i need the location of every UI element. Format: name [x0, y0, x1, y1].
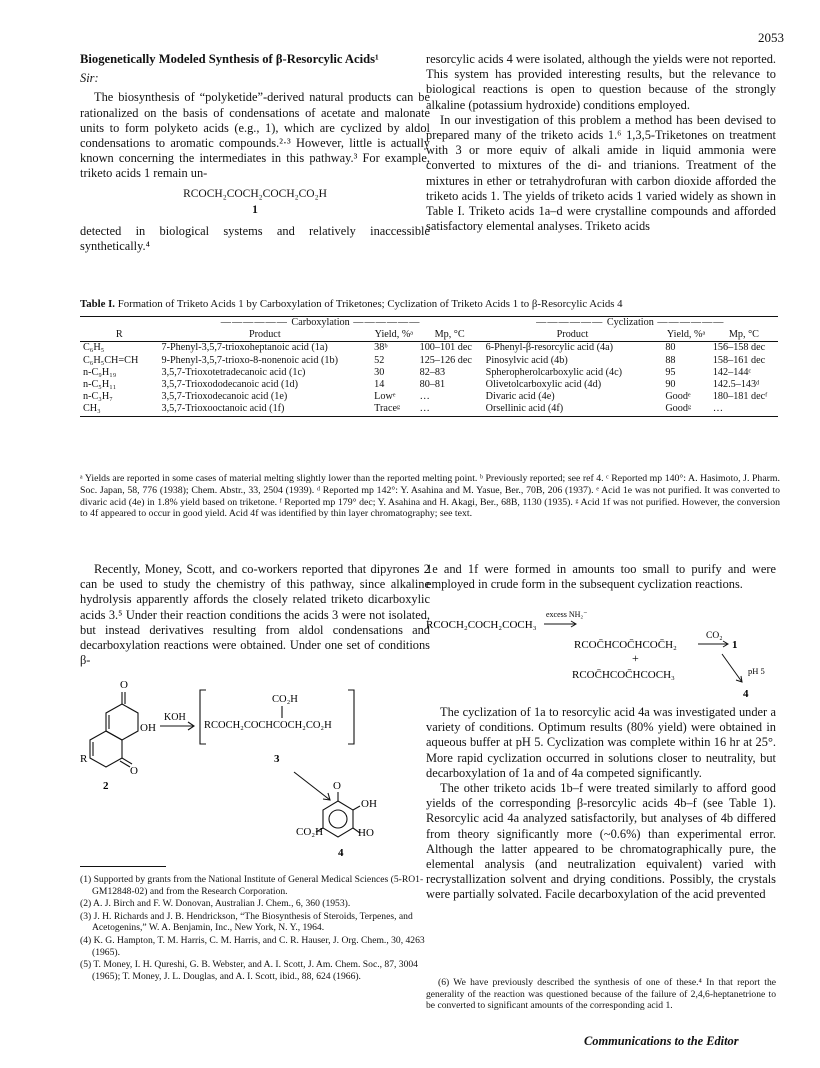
table-row: n-C₅H₁₁ 3,5,7-Trioxododecanoic acid (1d) 14 80–81 Olivetolcarboxylic acid (4d) 90 142.5–143ᵈ	[83, 379, 760, 391]
references	[80, 874, 430, 983]
table-row: n-C₉H₁₉ 3,5,7-Trioxotetradecanoic acid (1c) 30 82–83 Spheropherolcarboxylic acid (4c) 95 142–144ᶜ	[83, 366, 752, 378]
right-column-top	[426, 52, 776, 234]
intro-1e-1f: 1e and 1f were formed in amounts too small to purify and were employed in crude form in the subsequent cyclization reactions.	[426, 562, 776, 592]
table-row: C₆H₅ 7-Phenyl-3,5,7-trioxoheptanoic acid (1a) 38ᵇ 100–101 dec 6-Phenyl-β-resorcylic acid (4a) 80 156–158 dec	[83, 342, 766, 354]
atom-label: O	[333, 780, 341, 792]
compound-label: 4	[338, 847, 344, 859]
table-triketo-acids	[80, 316, 778, 417]
table-row: CH₃ 3,5,7-Trioxooctanoic acid (1f) Traceᵍ … Orsellinic acid (4f) Goodᵍ …	[80, 403, 778, 416]
formula-1: RCOCH₂COCH₂COCH₂CO₂H	[183, 187, 327, 200]
running-footer: Communications to the Editor	[584, 1034, 739, 1048]
col-header-product-2: Product	[556, 329, 589, 341]
ph-label: pH 5	[748, 666, 765, 676]
left-column-bottom	[80, 562, 430, 668]
table-footnote: ᵃ Yields are reported in some cases of material melting slightly lower than the reported melting point. ᵇ Previously reported; see ref 4. ᶜ Reported mp 140°: A. Hasimoto, J. Pharm. Soc. Japan, 58, 776 (1938); Chem. Abstr., 33, 2504 (1939). ᵈ Reported mp 142°: Y. Asahina and M. Yasue, Ber., 70B, 206 (1937). ᵉ Acid 1e was not purified. It was converted to divaric acid (4e) in 1.8% yield based on triketone. ᶠ Reported mp 179° dec; Y. Asahina and H. Akagi, Ber., 68B, 1130 (1935). ᵍ Acid 1f was not purified. However, the conversion to 4f appeared to occur in good yield. Acid 4f was identified by thin layer chromatography; see text.	[80, 473, 780, 520]
atom-label: HO	[358, 827, 374, 839]
reference-item: (3) J. H. Richards and J. B. Hendrickson, “The Biosynthesis of Steroids, Terpenes, and Acetogenins,” W. A. Benjamin, Inc., New York, N. Y., 1964.	[80, 910, 413, 934]
right-paragraph-2: In our investigation of this problem a method has been devised to prepared many of the triketo acids 1.⁶ 1,3,5-Triketones on treatment with 3 or more equiv of alkali amide in liquid ammonia were converted to mixtures of the di- and trianions. Treatment of the mixtures in ether or tetrahydrofuran with carbon dioxide afforded the triketo acids 1. The yields of triketo acids 1 varied widely as shown in Table I. Triketo acids 1a–d were crystalline compounds and afforded satisfactory elemental analyses. Triketo acids	[426, 112, 776, 234]
col-header-yield-2: Yield, %ᵃ	[666, 329, 706, 341]
atom-label: O	[130, 765, 138, 777]
intro-continued: detected in biological systems and relatively inaccessible synthetically.⁴	[80, 224, 430, 254]
salutation: Sir:	[80, 71, 99, 86]
article-title: Biogenetically Modeled Synthesis of β-Resorcylic Acids¹	[80, 52, 379, 66]
reference-item: (2) A. J. Birch and F. W. Donovan, Australian J. Chem., 6, 360 (1953).	[80, 898, 351, 910]
col-header-product: Product	[248, 329, 281, 341]
product-label: 4	[743, 688, 749, 700]
table-caption	[80, 298, 780, 310]
intermediate-formula: RCOCH₂COCHCOCH₂CO₂H	[204, 720, 332, 731]
reagent-label: excess NH₂⁻	[546, 610, 588, 619]
atom-label: OH	[140, 722, 156, 734]
start-triketone: RCOCH₂COCH₂COCH₃	[426, 619, 537, 631]
atom-label: R	[80, 753, 88, 765]
scheme-carboxylation	[426, 606, 776, 702]
trianion: RCOC̄HCOC̄HCOC̄H₂	[574, 639, 677, 651]
col-header-mp-2: Mp, °C	[728, 329, 759, 341]
reference-item: (1) Supported by grants from the National Institute of General Medical Sciences (5-RO1-GM12848-02) and from the Research Corporation.	[80, 874, 424, 897]
atom-label: O	[120, 679, 128, 691]
right-column-bottom	[426, 705, 776, 903]
scheme-dipyrone	[80, 676, 430, 862]
reference-item: (5) T. Money, I. H. Qureshi, G. B. Webster, and A. I. Scott, J. Am. Chem. Soc., 87, 3004 (1965); T. Money, J. L. Douglas, and A. I. Scott, ibid., 88, 624 (1966).	[80, 959, 418, 982]
dianion: RCOC̄HCOC̄HCOCH₃	[572, 669, 675, 681]
table-label: Table I.	[80, 298, 116, 310]
dipyrone-paragraph: Recently, Money, Scott, and co-workers reported that dipyrones 2 can be used to study the chemistry of this pathway, since alkaline hydrolysis apparently affords the closely related triketo dicarboxylic acids 3.⁵ Under their reaction conditions the acids 3 were not isolated, but instead derivatives resulting from aldol condensations and decarboxylation reactions were obtained. Under one set of conditions β-	[80, 562, 430, 668]
cyclization-paragraph: The cyclization of 1a to resorcylic acid 4a was investigated under a variety of conditions. Optimum results (80% yield) were obtained in aqueous buffer at pH 5. Cyclization was complete within 16 hr at 25°. More rapid cyclization occurred in solutions closer to neutrality, but decarboxylation of 1a and of 4a competed significantly.	[426, 705, 776, 780]
intermediate-substituent: CO₂H	[272, 694, 298, 705]
col-header-r: R	[115, 329, 123, 341]
table-row: n-C₃H₇ 3,5,7-Trioxodecanoic acid (1e) Lowᵉ … Divaric acid (4e) Goodᵉ 180–181 decᶠ	[83, 391, 768, 403]
table-caption-text: Formation of Triketo Acids 1 by Carboxylation of Triketones; Cyclization of Triketo Acids 1 to β-Resorcylic Acids 4	[117, 298, 623, 310]
product-label: 1	[732, 639, 738, 651]
plus-sign: +	[632, 651, 639, 665]
compound-label: 3	[274, 753, 280, 765]
formula-1-label: 1	[252, 203, 258, 216]
table-row: C₆H₅CH=CH 9-Phenyl-3,5,7-trioxo-8-nonenoic acid (1b) 52 125–126 dec Pinosylvic acid (4b) 88 158–161 dec	[83, 354, 766, 366]
references-rule	[80, 866, 166, 867]
right-column-bottom-intro	[426, 562, 776, 592]
col-header-mp: Mp, °C	[434, 329, 465, 341]
compound-label: 2	[103, 780, 109, 792]
right-paragraph-1: resorcylic acids 4 were isolated, although the yields were not reported. This system has provided interesting results, but the relevance to biological reactions is open to question because of the strongly alkaline (potassium hydroxide) conditions employed.	[426, 52, 776, 112]
footnote-6: (6) We have previously described the synthesis of one of these.⁴ In that report the generality of the reaction was questioned because of the failure of 2,4,6-heptanetrione to be converted to significant amounts of the corresponding acid 1.	[426, 977, 776, 1012]
co2-reagent: CO₂	[706, 631, 723, 641]
intro-paragraph: The biosynthesis of “polyketide”-derived natural products can be rationalized on the basis of condensations of acetate and malonate units to form polyketo acids (e.g., 1), which are cyclized by aldol condensations to aromatic compounds.²·³ However, little is actually known concerning the intermediates in this pathway.³ For example, triketo acids 1 remain un-	[80, 90, 430, 181]
reference-item: (4) K. G. Hampton, T. M. Harris, C. M. Harris, and C. R. Hauser, J. Org. Chem., 30, 4263 (1965).	[80, 934, 425, 958]
reagent-label: KOH	[164, 712, 186, 723]
atom-label: OH	[361, 798, 377, 810]
group-header-cyclization: —————— Cyclization ——————	[536, 317, 725, 328]
col-header-yield: Yield, %ᵃ	[374, 329, 414, 341]
other-acids-paragraph: The other triketo acids 1b–f were treated similarly to afford good yields of the corresponding β-resorcylic acids 4b–f (see Table 1). Resorcylic acid 4a analyzed satisfactorily, but analyses of 4b differed from theory significantly more (~0.6%) than experimental error. Although the latter appeared to be chromatographically pure, the elemental analysis (and neutralization equivalent) varied with recrystallization solvent and drying conditions. Possibly, the crystals were partially solvated. Facile decarboxylation of the acid prevented	[426, 781, 776, 902]
group-header-carboxylation: —————— Carboxylation ——————	[220, 317, 421, 328]
left-column-top	[80, 52, 430, 254]
page-number: 2053	[758, 30, 784, 45]
atom-label: CO₂H	[296, 826, 324, 838]
